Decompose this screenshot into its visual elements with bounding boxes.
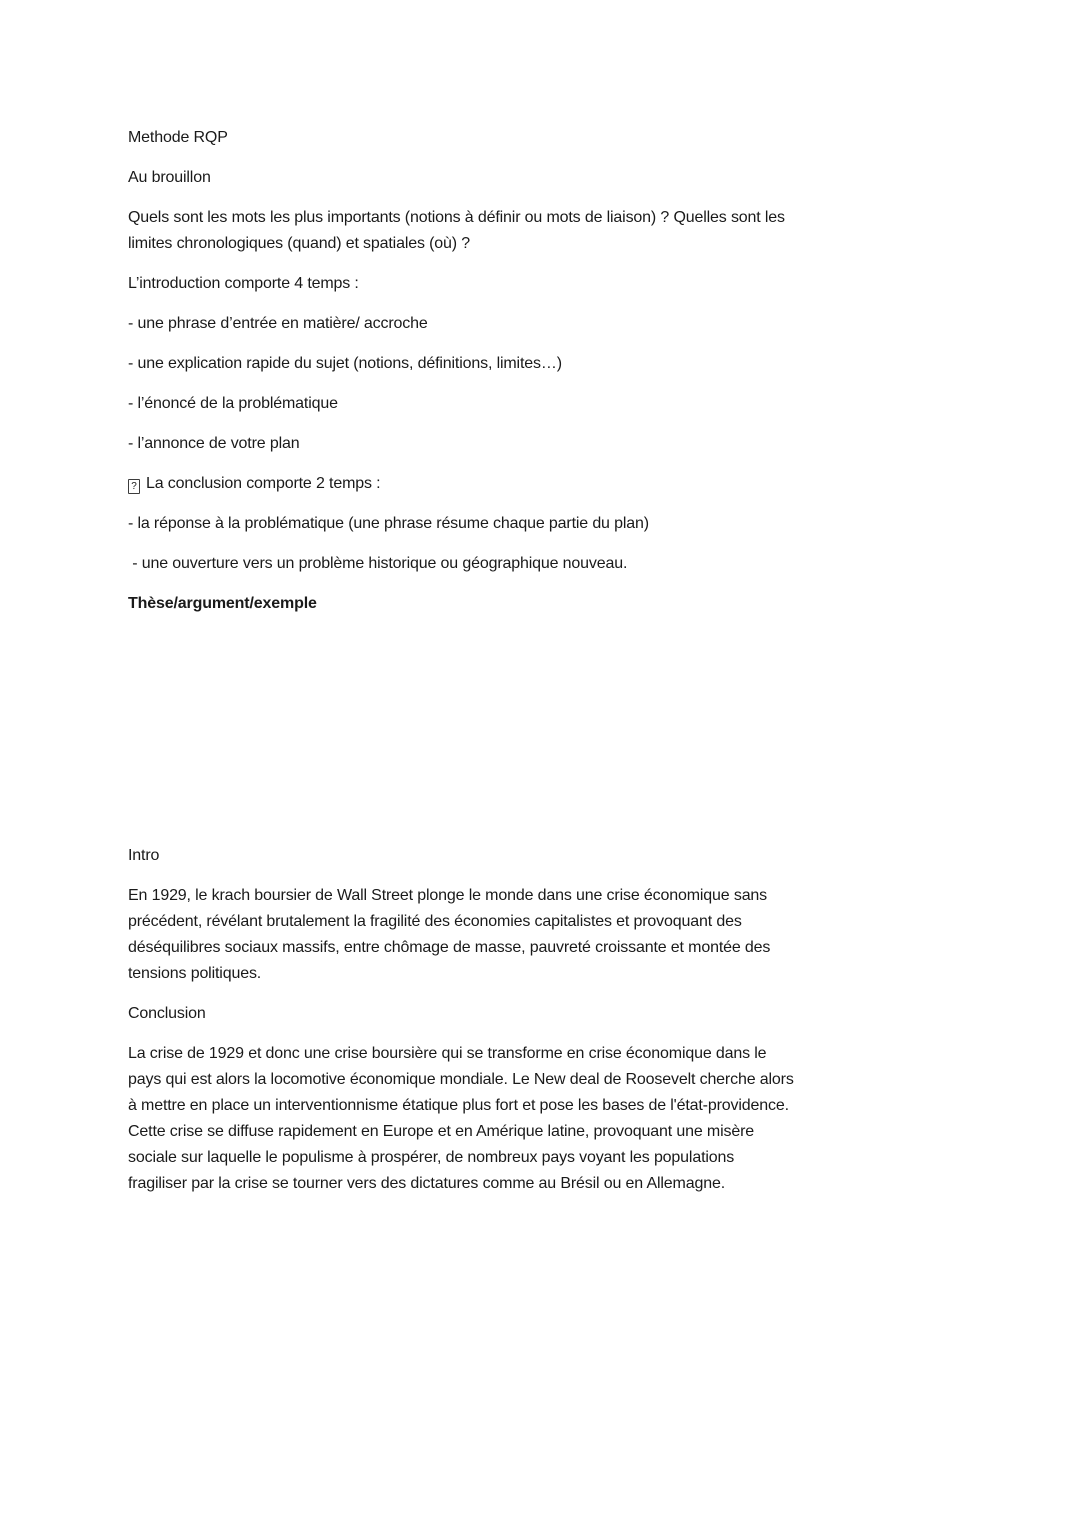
- thesis-heading-text: Thèse/argument/exemple: [128, 595, 317, 612]
- intro-structure-heading-text: L’introduction comporte 4 temps :: [128, 275, 359, 292]
- intro-label-text: Intro: [128, 847, 160, 864]
- conclusion-paragraph: [128, 1041, 962, 1197]
- conclusion-paragraph-line: Cette crise se diffuse rapidement en Europe et en Amérique latine, provoquant une misère: [128, 1123, 754, 1140]
- conclusion-structure-heading-text: La conclusion comporte 2 temps :: [146, 475, 381, 492]
- conclusion-structure-item: [128, 551, 962, 577]
- conclusion-structure-item-text: - la réponse à la problématique (une phrase résume chaque partie du plan): [128, 515, 649, 532]
- conclusion-structure-item-text: - une ouverture vers un problème historique ou géographique nouveau.: [128, 555, 628, 572]
- intro-structure-item: [128, 431, 962, 457]
- conclusion-paragraph-line: sociale sur laquelle le populisme à prospérer, de nombreux pays voyant les populations: [128, 1149, 735, 1166]
- subject-questions-line: Quels sont les mots les plus importants (notions à définir ou mots de liaison) ? Quelles sont les: [128, 209, 785, 226]
- conclusion-label-text: Conclusion: [128, 1005, 206, 1022]
- conclusion-structure-heading: [128, 471, 962, 497]
- intro-structure-heading: [128, 271, 962, 297]
- intro-structure-item: [128, 391, 962, 417]
- method-title: [128, 125, 962, 151]
- intro-structure-item: [128, 351, 962, 377]
- draft-heading-text: Au brouillon: [128, 169, 211, 186]
- intro-structure-item-text: - une explication rapide du sujet (notions, définitions, limites…): [128, 355, 562, 372]
- intro-paragraph-line: déséquilibres sociaux massifs, entre chômage de masse, pauvreté croissante et montée des: [128, 939, 771, 956]
- method-title-text: Methode RQP: [128, 129, 228, 146]
- conclusion-paragraph-line: à mettre en place un interventionnisme étatique plus fort et pose les bases de l'état-providence.: [128, 1097, 789, 1114]
- conclusion-paragraph-line: La crise de 1929 et donc une crise boursière qui se transforme en crise économique dans le: [128, 1045, 767, 1062]
- conclusion-paragraph-line: pays qui est alors la locomotive économique mondiale. Le New deal de Roosevelt cherche alors: [128, 1071, 794, 1088]
- intro-structure-item: [128, 311, 962, 337]
- conclusion-label: [128, 1001, 962, 1027]
- subject-questions-line: limites chronologiques (quand) et spatiales (où) ?: [128, 235, 471, 252]
- intro-paragraph: [128, 883, 962, 987]
- conclusion-structure-heading-line: [128, 471, 962, 497]
- intro-paragraph-line: précédent, révélant brutalement la fragilité des économies capitalistes et provoquant des: [128, 913, 742, 930]
- subject-questions-paragraph: [128, 205, 962, 257]
- blank-space: [128, 631, 962, 843]
- draft-heading: [128, 165, 962, 191]
- missing-glyph-icon: ?: [128, 479, 140, 494]
- intro-structure-item-text: - l’énoncé de la problématique: [128, 395, 338, 412]
- intro-paragraph-line: tensions politiques.: [128, 965, 262, 982]
- conclusion-paragraph-line: fragiliser par la crise se tourner vers des dictatures comme au Brésil ou en Allemagne.: [128, 1175, 726, 1192]
- intro-structure-item-text: - une phrase d’entrée en matière/ accroche: [128, 315, 428, 332]
- thesis-heading: [128, 591, 962, 617]
- intro-structure-item-text: - l’annonce de votre plan: [128, 435, 300, 452]
- conclusion-structure-item: [128, 511, 962, 537]
- intro-label: [128, 843, 962, 869]
- intro-paragraph-line: En 1929, le krach boursier de Wall Street plonge le monde dans une crise économique sans: [128, 887, 768, 904]
